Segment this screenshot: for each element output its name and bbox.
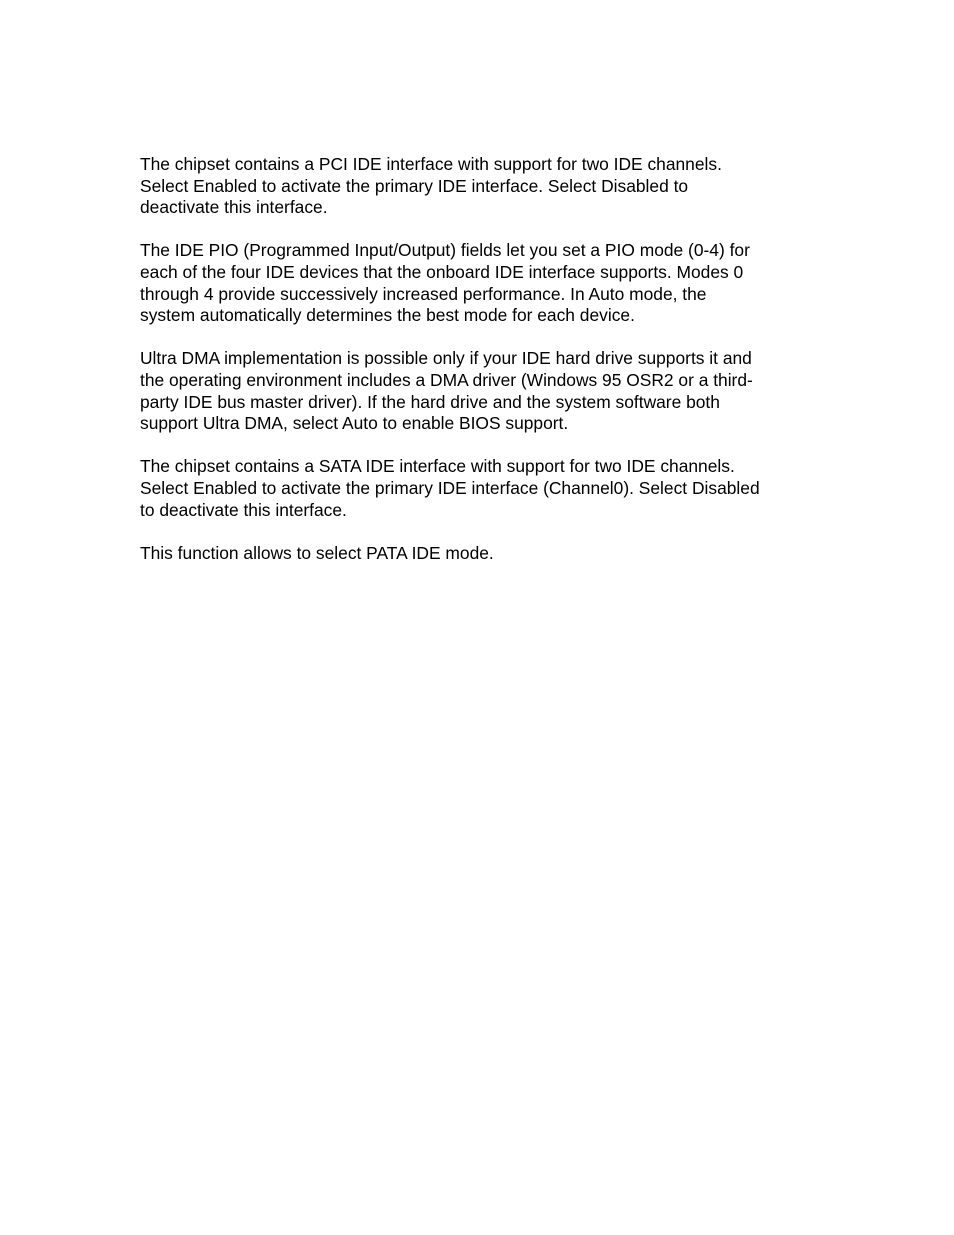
paragraph-ide-pio	[140, 240, 830, 326]
text-line: support Ultra DMA, select Auto to enable BIOS support.	[140, 413, 569, 434]
text-line: The IDE PIO (Programmed Input/Output) fields let you set a PIO mode (0-4) for	[140, 240, 750, 261]
text-line: This function allows to select PATA IDE mode.	[140, 542, 494, 563]
text-line: each of the four IDE devices that the onboard IDE interface supports. Modes 0	[140, 261, 744, 282]
paragraph-pci-ide	[140, 154, 830, 219]
text-line: to deactivate this interface.	[140, 499, 347, 520]
text-line: The chipset contains a PCI IDE interface with support for two IDE channels.	[140, 154, 722, 174]
text-line: deactivate this interface.	[140, 197, 328, 218]
text-line: Select Enabled to activate the primary IDE interface (Channel0). Select Disabled	[140, 477, 760, 498]
document-body	[140, 154, 830, 586]
paragraph-ultra-dma	[140, 348, 830, 434]
text-line: Ultra DMA implementation is possible only if your IDE hard drive supports it and	[140, 348, 752, 369]
text-line: system automatically determines the best mode for each device.	[140, 305, 635, 326]
paragraph-sata-ide	[140, 456, 830, 521]
text-line: Select Enabled to activate the primary IDE interface. Select Disabled to	[140, 175, 689, 196]
text-line: The chipset contains a SATA IDE interface with support for two IDE channels.	[140, 456, 735, 477]
paragraph-pata-mode	[140, 543, 830, 565]
text-line: the operating environment includes a DMA driver (Windows 95 OSR2 or a third-	[140, 369, 753, 390]
text-line: party IDE bus master driver). If the hard drive and the system software both	[140, 391, 720, 412]
text-line: through 4 provide successively increased performance. In Auto mode, the	[140, 283, 707, 304]
